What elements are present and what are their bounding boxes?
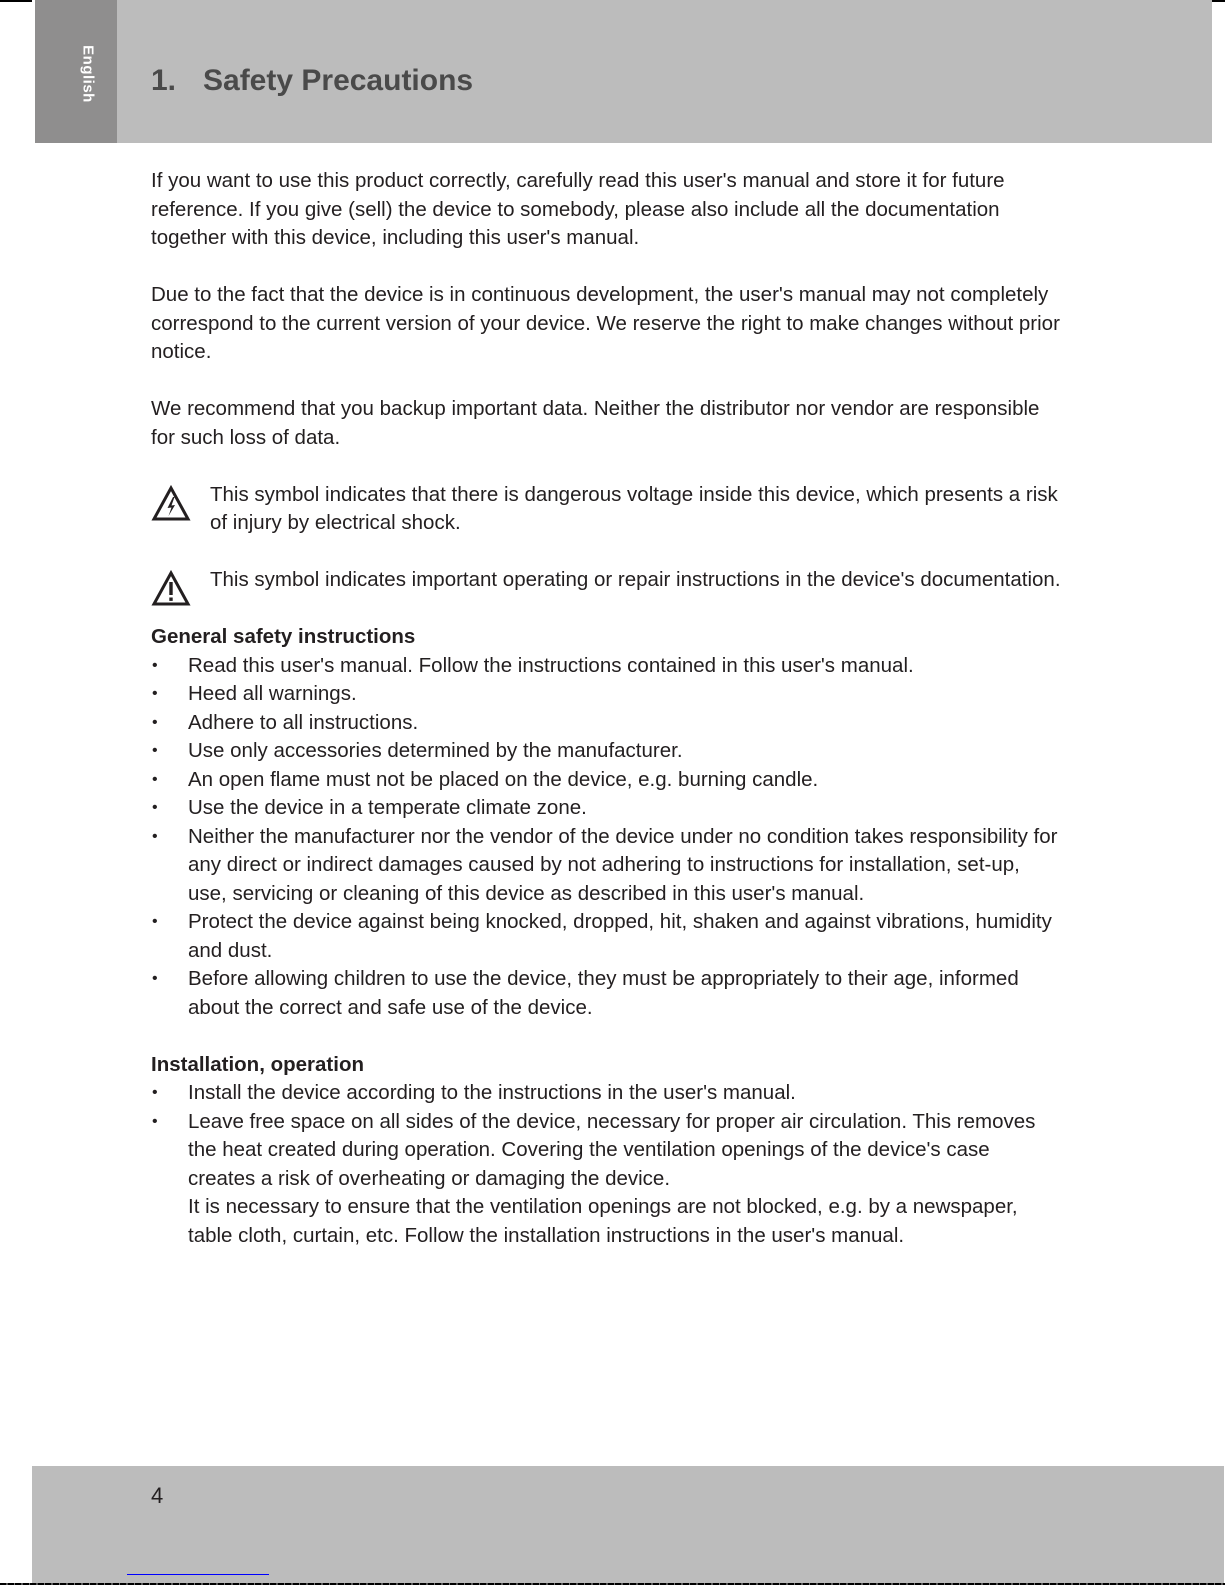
bullet: •	[152, 742, 158, 759]
bullet: •	[152, 970, 158, 987]
section-title: Safety Precautions	[203, 64, 474, 97]
list-item	[151, 823, 1061, 909]
list-item-text: Read this user's manual. Follow the instructions contained in this user's manual.	[188, 653, 914, 677]
symbol-explanation	[151, 481, 1061, 538]
list-item	[151, 737, 1061, 766]
bullet: •	[152, 799, 158, 816]
bullet: •	[152, 913, 158, 930]
list-item-text: Heed all warnings.	[188, 682, 357, 705]
symbol-text: This symbol indicates important operating or repair instructions in the device's documentation.	[210, 568, 1061, 591]
bullet: •	[152, 1084, 158, 1101]
intro-paragraph: If you want to use this product correctly, carefully read this user's manual and store it for future reference. If you give (sell) the device to somebody, please also include all the documentation together with this device, including this user's manual.	[151, 169, 1005, 249]
list-item-text: Neither the manufacturer nor the vendor of the device under no condition takes responsibility for any direct or indirect damages caused by not adhering to instructions for installation, set-up, use, servicing or cleaning of this device as described in this user's manual.	[188, 824, 1058, 905]
section-number: 1.	[151, 64, 177, 97]
bullet: •	[152, 685, 158, 702]
list-item	[151, 709, 1061, 738]
crop-mark-top-left	[0, 0, 32, 2]
list-item-text: Protect the device against being knocked, dropped, hit, shaken and against vibrations, humidity and dust.	[188, 910, 1052, 962]
intro-paragraph: Due to the fact that the device is in continuous development, the user's manual may not completely correspond to the current version of your device. We reserve the right to make changes without prior notice.	[151, 283, 1060, 363]
list-item-text: Install the device according to the instructions in the user's manual.	[188, 1081, 796, 1104]
symbol-text: This symbol indicates that there is dangerous voltage inside this device, which presents a risk of injury by electrical shock.	[210, 482, 1058, 534]
list-item	[151, 908, 1061, 965]
list-item-text: Use only accessories determined by the manufacturer.	[188, 739, 683, 762]
bullet: •	[152, 1112, 158, 1130]
intro-paragraph: We recommend that you backup important data. Neither the distributor nor vendor are responsible for such loss of data.	[151, 397, 1040, 449]
bullet: •	[152, 827, 158, 845]
list-item-text: Adhere to all instructions.	[188, 710, 419, 734]
bullet: •	[152, 656, 158, 674]
list-item	[151, 1079, 1061, 1108]
language-tab	[35, 0, 117, 143]
list-item	[151, 965, 1061, 1022]
list-item-text: Leave free space on all sides of the device, necessary for proper air circulation. This removes the heat created during operation. Covering the ventilation openings of the device's case creates a risk of overheating or damaging the device.	[188, 1109, 1036, 1190]
electric-shock-warning-icon	[151, 485, 191, 523]
installation-list	[151, 1079, 1061, 1193]
footer-bar	[32, 1466, 1224, 1583]
exclamation-warning-icon	[151, 570, 191, 608]
symbol-explanation	[151, 566, 1061, 595]
list-item	[151, 680, 1061, 709]
list-item-text: Before allowing children to use the device, they must be appropriately to their age, informed about the correct and safe use of the device.	[188, 967, 1019, 1019]
list-item-text: Use the device in a temperate climate zone.	[188, 796, 587, 819]
general-safety-list	[151, 652, 1061, 1023]
language-tab-label: English	[79, 45, 97, 103]
bullet: •	[152, 713, 158, 731]
list-item	[151, 794, 1061, 823]
footer-link-underline	[127, 1574, 269, 1575]
list-item	[151, 652, 1061, 681]
list-item-text: An open flame must not be placed on the device, e.g. burning candle.	[188, 767, 819, 791]
page-title	[151, 64, 473, 98]
installation-continuation: It is necessary to ensure that the ventilation openings are not blocked, e.g. by a newspaper, table cloth, curtain, etc. Follow the installation instructions in the user's manual.	[188, 1195, 1018, 1247]
list-item	[151, 766, 1061, 795]
section-heading-installation: Installation, operation	[151, 1052, 364, 1076]
section-heading-general-safety: General safety instructions	[151, 625, 416, 648]
list-item	[151, 1108, 1061, 1194]
page-content	[151, 167, 1061, 1250]
page-number: 4	[151, 1483, 164, 1508]
bullet: •	[152, 770, 158, 788]
